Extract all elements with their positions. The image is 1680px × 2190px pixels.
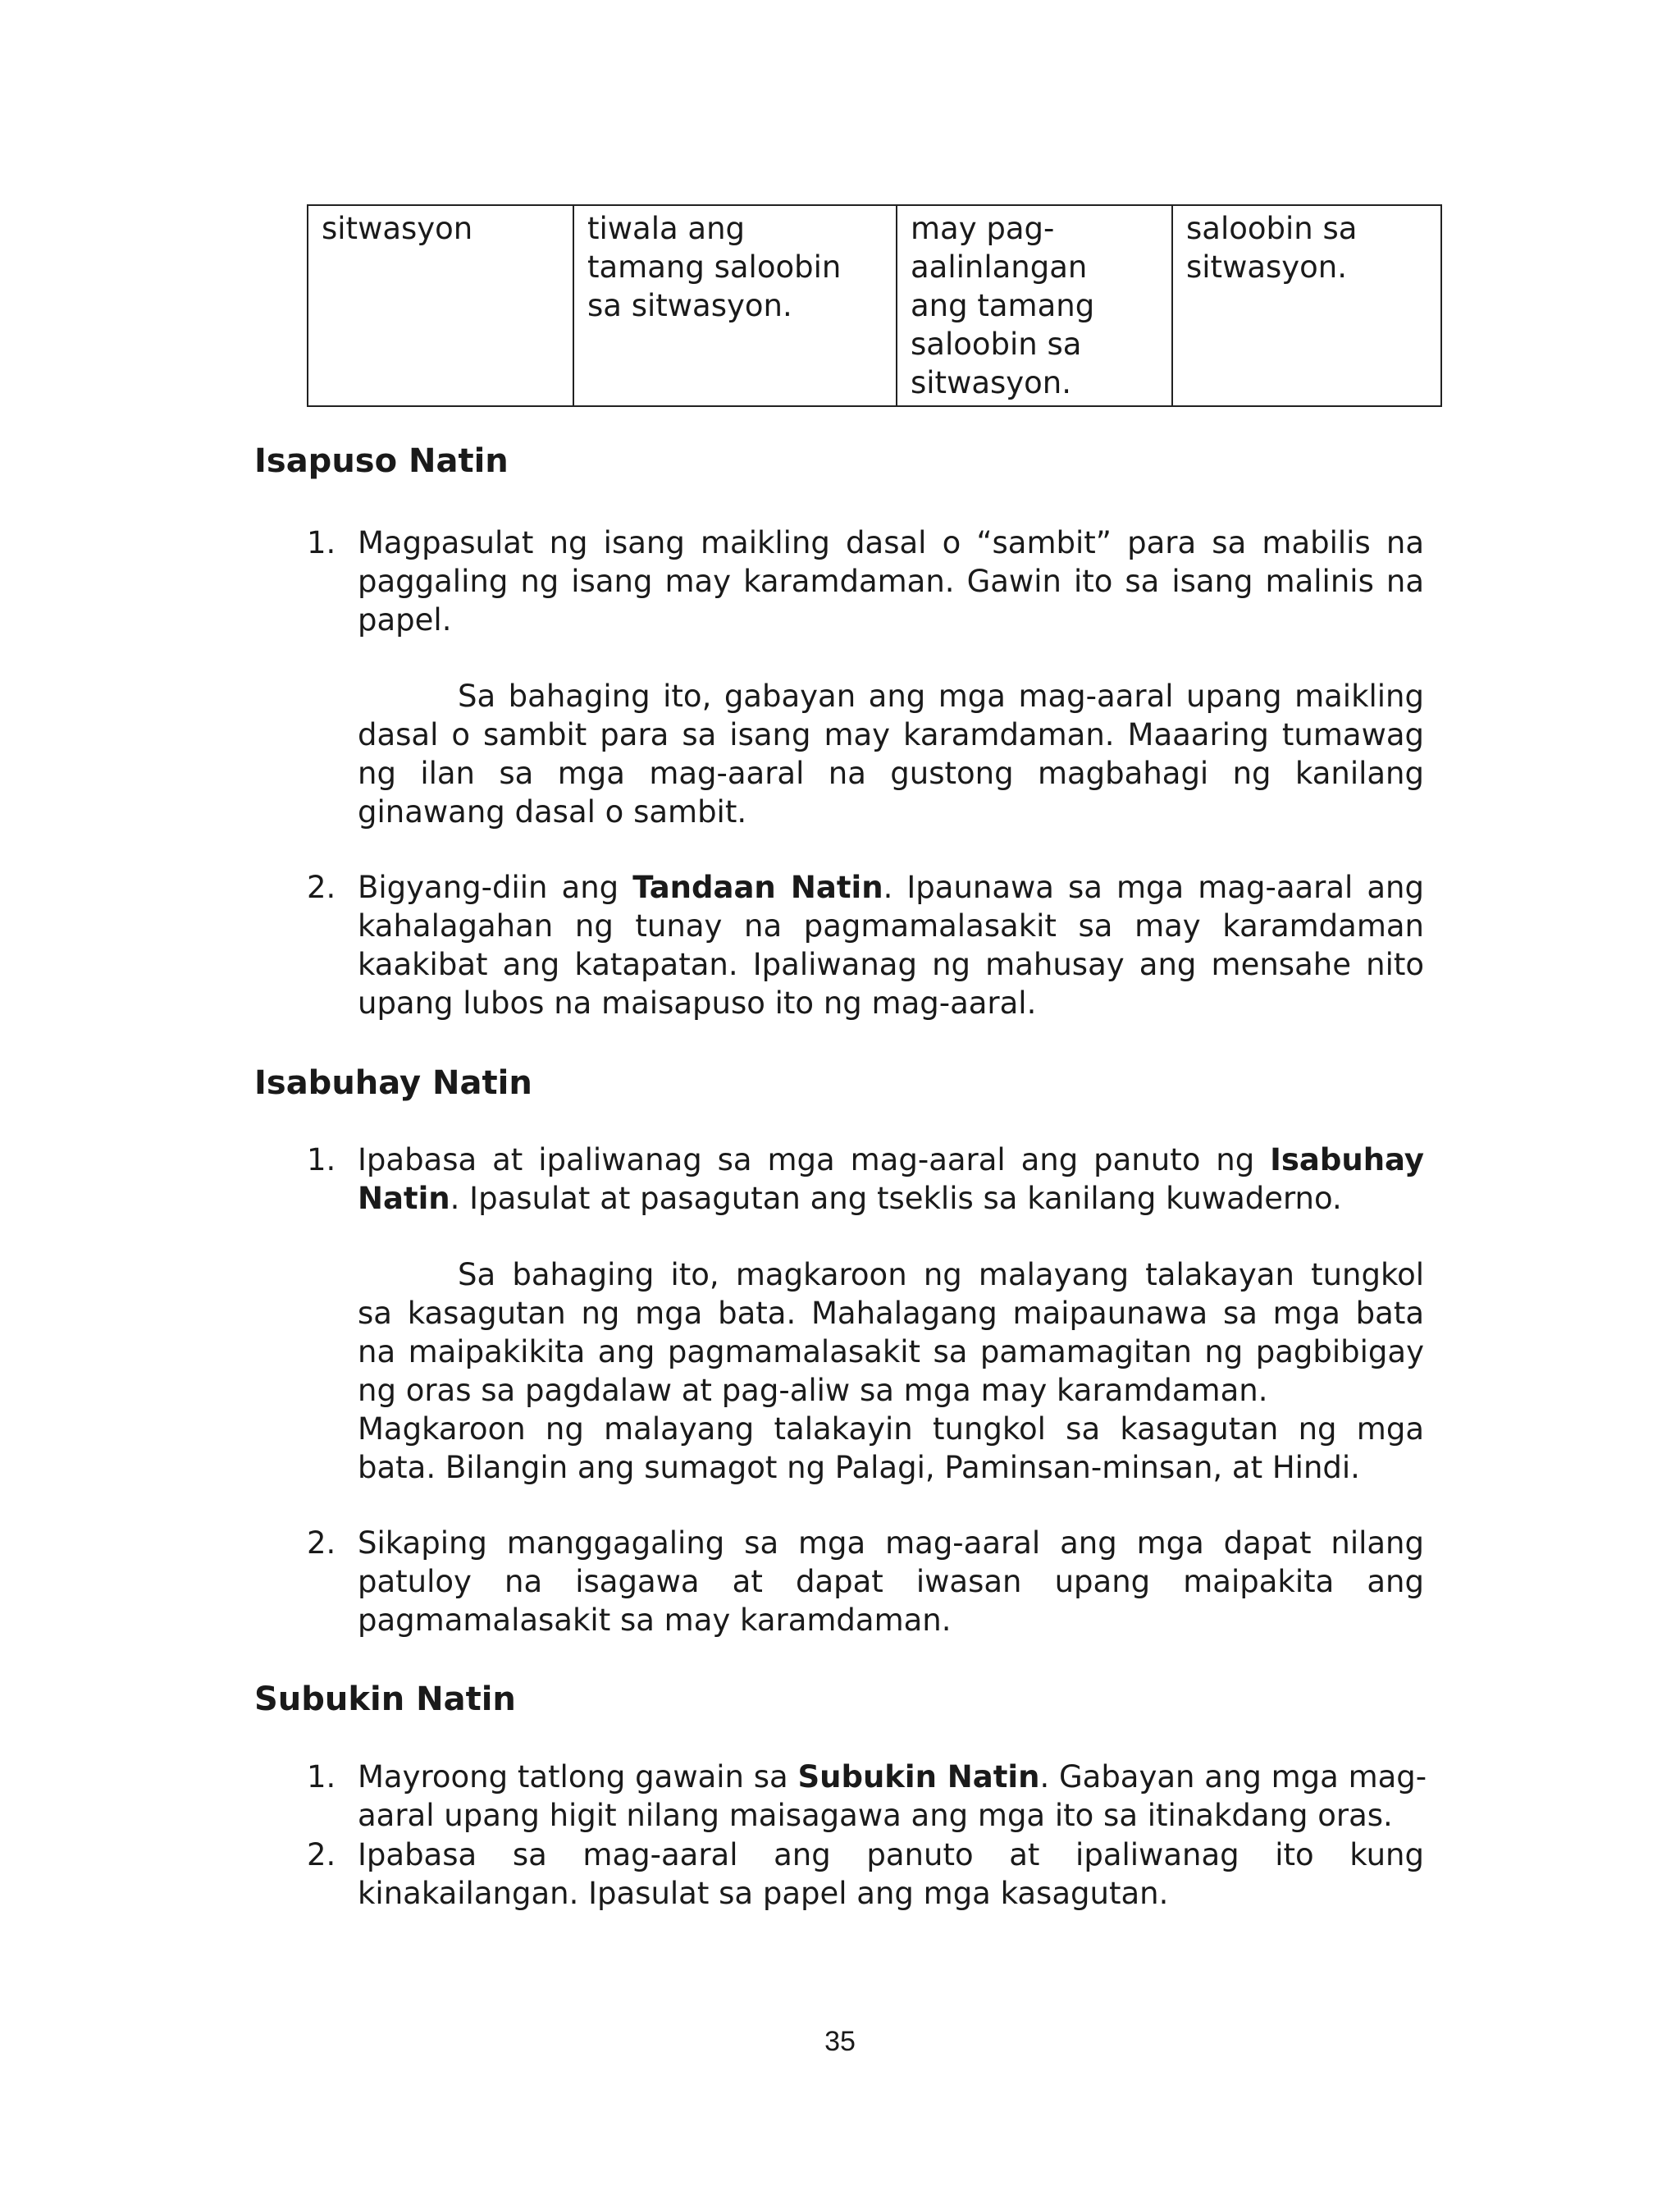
text-line: patuloy na isagawa at dapat iwasan upang maipakita ang (358, 1564, 1424, 1599)
text-run: Bigyang-diin ang (358, 870, 633, 905)
continuation-table (307, 204, 1442, 407)
table-cell (1172, 205, 1441, 406)
list-number: 2. (307, 1837, 336, 1872)
text-line: upang lubos na maisapuso ito ng mag-aaral. (358, 985, 1037, 1021)
cell-line: sitwasyon. (1186, 249, 1348, 285)
text-line: aaral upang higit nilang maisagawa ang mga ito sa itinakdang oras. (358, 1798, 1393, 1833)
bold-term: Subukin Natin (797, 1759, 1040, 1795)
isapuso-item-1 (358, 523, 1424, 639)
table-cell (897, 205, 1172, 406)
text-run: Ipabasa at ipaliwanag sa mga mag-aaral ang panuto ng (358, 1142, 1271, 1177)
text-line: sa kasagutan ng mga bata. Mahalagang maipaunawa sa mga bata (358, 1296, 1424, 1331)
bold-term: Natin (358, 1181, 450, 1216)
list-number: 2. (307, 870, 336, 905)
text-line (358, 1758, 1427, 1796)
text-line: ng ilan sa mga mag-aaral na gustong magbahagi ng kanilang (358, 756, 1424, 791)
subukin-item-2 (358, 1836, 1424, 1913)
table-row (308, 205, 1441, 406)
text-line: kinakailangan. Ipasulat sa papel ang mga kasagutan. (358, 1876, 1169, 1911)
cell-line: saloobin sa (911, 327, 1082, 362)
text-line (358, 1141, 1424, 1179)
list-number: 1. (307, 1759, 336, 1795)
list-number: 1. (307, 525, 336, 560)
text-line (358, 1179, 1424, 1218)
text-line: Magpasulat ng isang maikling dasal o “sambit” para sa mabilis na (358, 525, 1424, 560)
text-line: ng oras sa pagdalaw at pag-aliw sa mga may karamdaman. (358, 1373, 1268, 1408)
isabuhay-item-1-note (358, 1255, 1424, 1487)
cell-line: may pag- (911, 211, 1055, 246)
table-cell (573, 205, 897, 406)
section-heading-isabuhay: Isabuhay Natin (254, 1064, 532, 1102)
isabuhay-item-2 (358, 1524, 1424, 1639)
text-line: ginawang dasal o sambit. (358, 794, 747, 830)
text-run: Mayroong tatlong gawain sa (358, 1759, 798, 1795)
text-line: bata. Bilangin ang sumagot ng Palagi, Paminsan-minsan, at Hindi. (358, 1450, 1360, 1485)
text-line: paggaling ng isang may karamdaman. Gawin ito sa isang malinis na (358, 564, 1424, 599)
text-line: Ipabasa sa mag-aaral ang panuto at ipaliwanag ito kung (358, 1837, 1424, 1872)
cell-line: aalinlangan (911, 249, 1088, 285)
bold-term: Tandaan Natin (632, 870, 883, 905)
isapuso-item-1-note (358, 677, 1424, 831)
text-line: pagmamalasakit sa may karamdaman. (358, 1602, 952, 1638)
cell-line: sitwasyon. (911, 365, 1072, 400)
section-heading-subukin: Subukin Natin (254, 1680, 516, 1718)
text-line: dasal o sambit para sa isang may karamdaman. Maaaring tumawag (358, 717, 1424, 752)
text-run: . Ipasulat at pasagutan ang tseklis sa kanilang kuwaderno. (450, 1181, 1342, 1216)
isapuso-item-2 (358, 868, 1424, 1022)
text-line: Sikaping manggagaling sa mga mag-aaral ang mga dapat nilang (358, 1525, 1424, 1561)
text-line: Magkaroon ng malayang talakayin tungkol sa kasagutan ng mga (358, 1411, 1424, 1447)
text-line: Sa bahaging ito, gabayan ang mga mag-aaral upang maikling (458, 679, 1424, 714)
cell-line: sa sitwasyon. (587, 288, 792, 323)
bold-term: Isabuhay (1270, 1142, 1424, 1177)
text-line (358, 868, 1424, 907)
list-number: 1. (307, 1142, 336, 1177)
page-number: 35 (824, 2026, 856, 2057)
text-line: papel. (358, 602, 452, 638)
cell-line: tamang saloobin (587, 249, 842, 285)
text-line: na maipakikita ang pagmamalasakit sa pamamagitan ng pagbibigay (358, 1334, 1424, 1369)
text-line: kahalagahan ng tunay na pagmamalasakit sa may karamdaman (358, 908, 1424, 944)
text-line: kaakibat ang katapatan. Ipaliwanag ng mahusay ang mensahe nito (358, 947, 1424, 982)
text-run: . Gabayan ang mga mag- (1039, 1759, 1427, 1795)
list-number: 2. (307, 1525, 336, 1561)
text-run: . Ipaunawa sa mga mag-aaral ang (883, 870, 1424, 905)
subukin-item-1 (358, 1758, 1427, 1835)
cell-line: sitwasyon (322, 211, 473, 246)
section-heading-isapuso: Isapuso Natin (254, 442, 509, 480)
cell-line: tiwala ang (587, 211, 746, 246)
isabuhay-item-1 (358, 1141, 1424, 1218)
cell-line: saloobin sa (1186, 211, 1358, 246)
table-cell (308, 205, 573, 406)
text-line: Sa bahaging ito, magkaroon ng malayang talakayan tungkol (458, 1257, 1424, 1292)
cell-line: ang tamang (911, 288, 1095, 323)
